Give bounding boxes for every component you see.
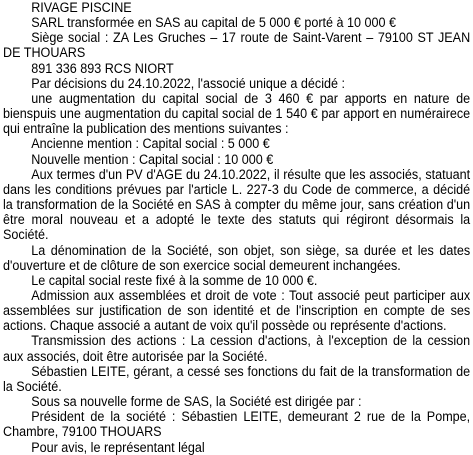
- registered-office: Siège social : ZA Les Gruches – 17 route de Saint-Varent – 79100 ST JEAN DE THOUARS: [3, 30, 471, 61]
- closing-line: Pour avis, le représentant légal: [31, 439, 205, 455]
- capital-paragraph: Le capital social reste fixé à la somme de 10 000 €.: [31, 272, 318, 288]
- president-line: Président de la société : Sébastien LEITE, demeurant 2 rue de la Pompe, Chambre, 79100 THOUARS: [3, 409, 471, 440]
- new-form-intro: Sous sa nouvelle forme de SAS, la Société est dirigée par :: [31, 394, 362, 410]
- transfer-paragraph: Transmission des actions : La cession d'actions, à l'exception de la cession aux associés, doit être autorisée par la Société.: [3, 333, 471, 364]
- rcs-number: 891 336 893 RCS NIORT: [31, 60, 174, 76]
- new-mention: Nouvelle mention : Capital social : 10 000 €: [31, 151, 274, 167]
- old-mention: Ancienne mention : Capital social : 5 000 €: [31, 136, 270, 152]
- age-paragraph: Aux termes d'un PV d'AGE du 24.10.2022, il résulte que les associés, statuant dans les conditions prévues par l'article L. 227-3 du Code de commerce, a décidé la transformation de la Société en SAS à compter du même jour, sans création d'un être moral nouveau et a adopté le texte des statuts qui régiront désormais la Société.: [3, 166, 471, 243]
- continuity-paragraph: La dénomination de la Société, son objet, son siège, sa durée et les dates d'ouverture et de clôture de son exercice social demeurent inchangées.: [3, 242, 471, 273]
- company-name: RIVAGE PISCINE: [31, 0, 132, 15]
- admission-paragraph: Admission aux assemblées et droit de vote : Tout associé peut participer aux assemblées sur justification de son identité et de l'inscription en compte de ses actions. Chaque associé a autant de voix qu'il possède ou représente d'actions.: [3, 287, 471, 334]
- decision-intro: Par décisions du 24.10.2022, l'associé unique a décidé :: [31, 75, 346, 91]
- manager-paragraph: Sébastien LEITE, gérant, a cessé ses fonctions du fait de la transformation de la Société.: [3, 363, 471, 394]
- legal-notice: [3, 0, 470, 455]
- transformation-line: SARL transformée en SAS au capital de 5 000 € porté à 10 000 €: [31, 15, 397, 31]
- capital-increase-paragraph: une augmentation du capital social de 3 460 € par apports en nature de bienspuis une augmentation du capital social de 1 540 € par apport en numérairece qui entraîne la publication des mentions suivantes :: [3, 90, 471, 137]
